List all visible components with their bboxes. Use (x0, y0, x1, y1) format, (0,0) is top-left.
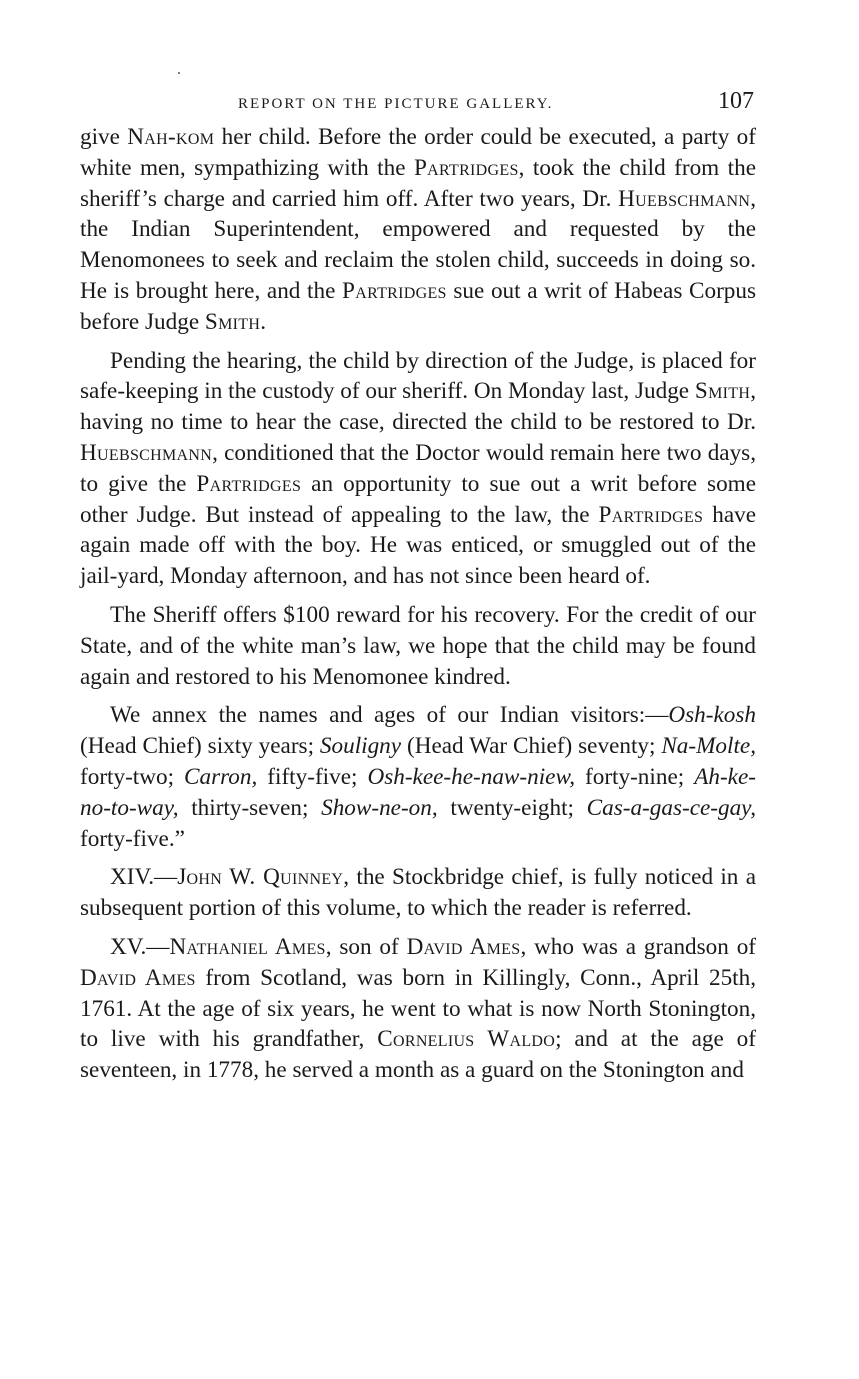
text-run: have again made off with the boy. He was enticed, or smuggled out of the jail-yard, Monday afternoon, and has not since been heard of. (80, 501, 756, 590)
section-number: XV.— (110, 933, 170, 960)
name-ah-ke-no-to-way: Ah-ke-no-to-way, (80, 763, 756, 821)
text-run: . (260, 308, 266, 335)
name-carron: Carron, (184, 763, 258, 790)
text-run: , took the child from the sheriff’s charge and carried him off. After two years, Dr. (80, 154, 756, 212)
text-run: an opportunity to sue out a writ before some other Judge. But instead of appealing to the law, the (80, 470, 756, 528)
name-show-ne-on: Show-ne-on, (321, 794, 438, 821)
name-john-w-quinney: John W. Quinney (177, 864, 344, 891)
text-run: ; and at the age of seventeen, in 1778, he served a month as a guard on the Stonington and (80, 1026, 756, 1084)
name-osh-kee-he-naw-niew: Osh-kee-he-naw-niew, (367, 763, 575, 790)
page-number: 107 (718, 88, 754, 114)
text-run: fifty-five; (257, 763, 368, 790)
text-run: , the Stockbridge chief, is fully noticed in a subsequent portion of this volume, to which the reader is referred. (80, 864, 757, 922)
name-na-molte: Na-Molte, (661, 733, 756, 760)
text-run: give (80, 124, 128, 150)
text-run: , the Indian Superintendent, empowered and requested by the Menomonees to seek and reclaim the stolen child, succeeds in doing so. He is brought here, and the (80, 185, 756, 304)
text-run: , who was a grandson of (520, 933, 757, 960)
running-head (80, 88, 756, 122)
text-run: (Head Chief) sixty years; (80, 733, 320, 760)
text-run: We annex the names and ages of our Indian visitors:— (110, 702, 669, 729)
name-souligny: Souligny (319, 733, 402, 760)
name-cornelius-waldo: Cornelius Waldo (377, 1026, 556, 1053)
name-cas-a-gas-ce-gay: Cas-a-gas-ce-gay, (586, 794, 756, 821)
running-title: REPORT ON THE PICTURE GALLERY. (238, 96, 554, 112)
name-partridges: Partridges (598, 501, 704, 528)
section-number: XIV.— (110, 864, 178, 891)
paragraph-6 (80, 932, 756, 1086)
name-nathaniel-ames: Nathaniel Ames (169, 933, 326, 960)
paragraph-5 (80, 862, 756, 924)
text-run: forty-two; (80, 763, 185, 790)
text-run: from Scotland, was born in Killingly, Conn., April 25th, 1761. At the age of six years, he went to what is now North Stonington, to live with his grandfather, (80, 964, 756, 1053)
paragraph-1 (80, 122, 756, 338)
page (80, 88, 756, 1094)
text-run: , having no time to hear the case, directed the child to be restored to Dr. (80, 378, 756, 436)
paragraph-2 (80, 346, 756, 592)
name-smith: Smith (204, 308, 261, 335)
text-run: , conditioned that the Doctor would remain here two days, to give the (80, 439, 756, 497)
text-run: thirty-seven; (178, 794, 322, 821)
text-run: (Head War Chief) seventy; (401, 733, 662, 760)
name-nah-kom: Nah-kom (127, 124, 215, 150)
text-run: twenty-eight; (437, 794, 587, 821)
text-run: sue out a writ of Habeas Corpus before Judge (80, 277, 757, 335)
name-david-ames: David Ames (406, 933, 521, 960)
name-osh-kosh: Osh-kosh (668, 702, 756, 729)
name-huebschmann: Huebschmann (80, 439, 213, 466)
name-huebschmann: Huebschmann (618, 185, 751, 212)
text-run: Pending the hearing, the child by direction of the Judge, is placed for safe-keeping in the custody of our sheriff. On Monday last, Judge (80, 347, 756, 405)
name-partridges: Partridges (342, 277, 447, 304)
name-partridges: Partridges (413, 154, 519, 181)
name-partridges: Partridges (196, 470, 302, 497)
print-speck (178, 72, 180, 74)
name-smith: Smith (694, 378, 751, 405)
paragraph-3 (80, 600, 756, 692)
paragraph-4 (80, 700, 756, 854)
text-run: , son of (325, 933, 407, 960)
text-run: her child. Before the order could be executed, a party of white men, sympathizing with the (80, 124, 756, 181)
body-text (80, 122, 756, 1086)
text-run: forty-nine; (575, 763, 695, 790)
text-run: The Sheriff offers $100 reward for his recovery. For the credit of our State, and of the white man’s law, we hope that the child may be found again and restored to his Menomonee kindred. (80, 601, 756, 690)
name-david-ames: David Ames (80, 964, 196, 991)
text-run: forty-five.” (80, 825, 185, 852)
